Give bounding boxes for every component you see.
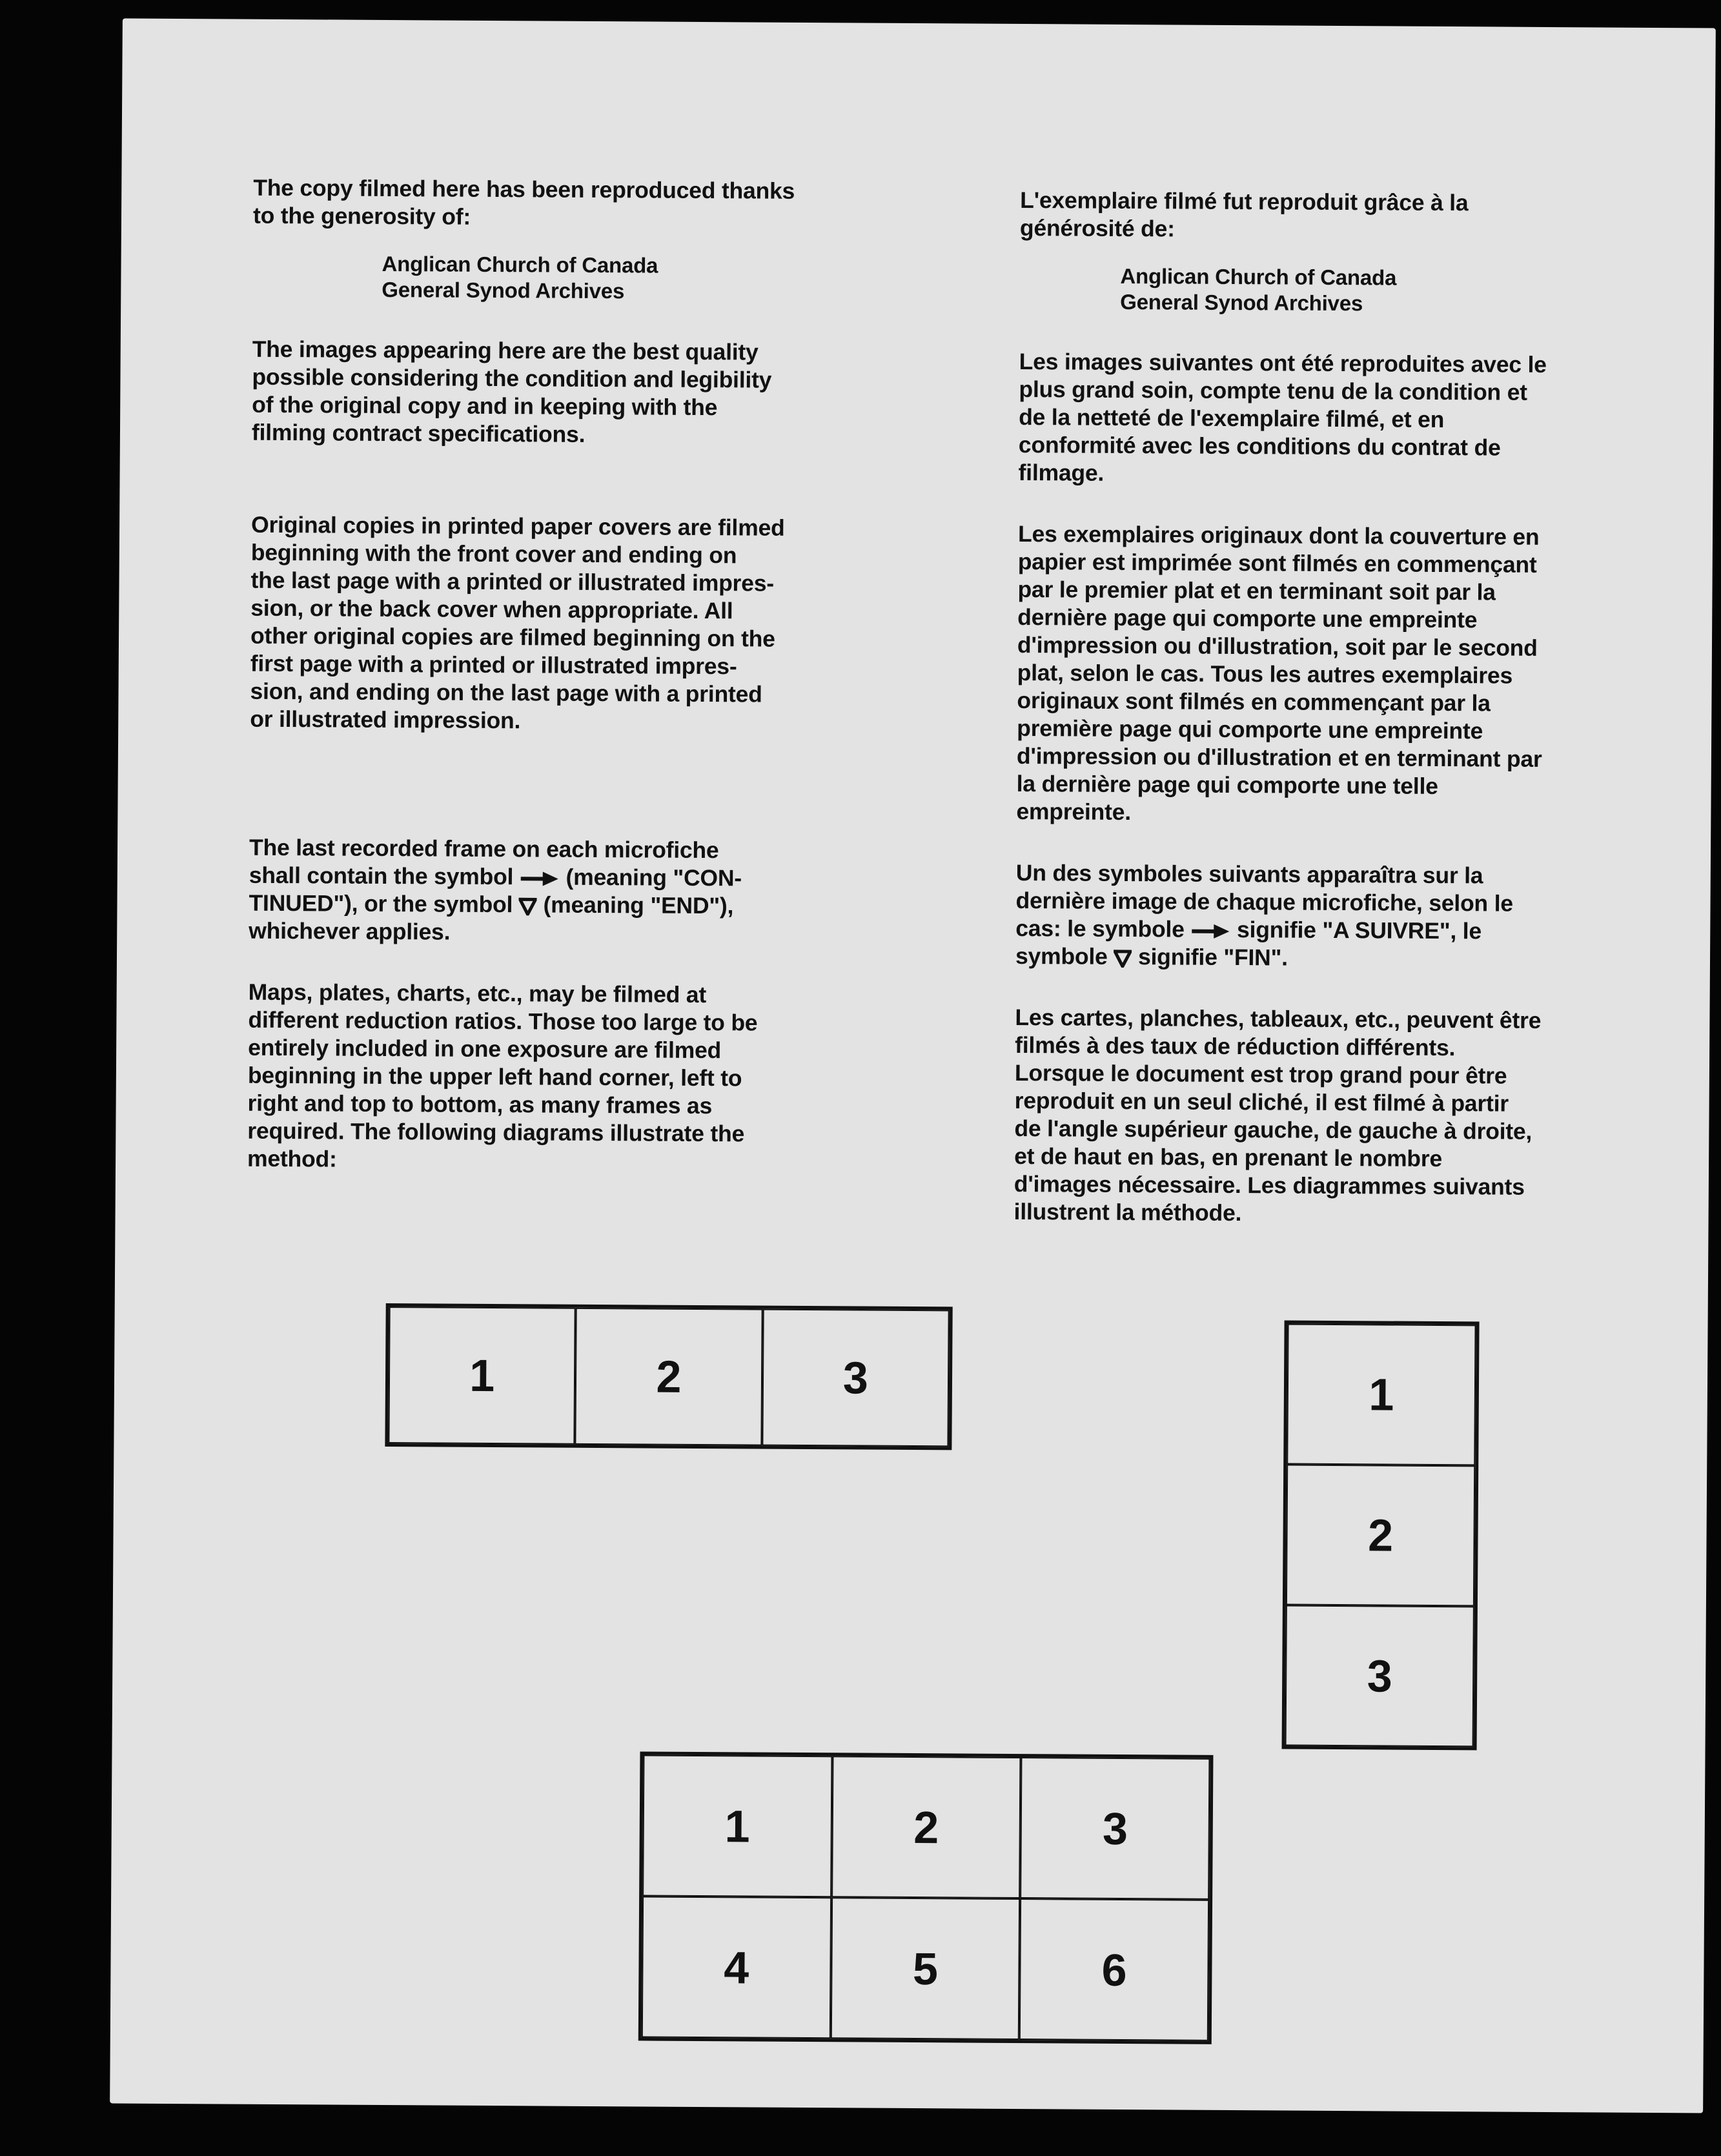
text-line: papier est imprimée sont filmés en commençant — [1017, 548, 1537, 578]
text-fragment: signifie "A SUIVRE", le — [1236, 917, 1482, 944]
text-line: plus grand soin, compte tenu de la condition et — [1019, 376, 1527, 405]
text-line: The images appearing here are the best quality — [252, 336, 759, 365]
text-line: of the original copy and in keeping with the — [252, 391, 718, 421]
text-line: sion, or the back cover when appropriate. All — [250, 595, 733, 624]
copy-credit-line-1: L'exemplaire filmé fut reproduit grâce à la — [1020, 187, 1469, 216]
text-line: dernière image de chaque microfiche, selon le — [1015, 887, 1513, 917]
text-line: conformité avec les conditions du contrat de — [1018, 431, 1501, 461]
frame-cell: 1 — [388, 1307, 576, 1445]
institution-archive: General Synod Archives — [382, 277, 625, 303]
grid-frame-diagram — [638, 1751, 1214, 2044]
maps-paragraph — [1013, 1004, 1647, 1230]
text-line: possible considering the condition and legibility — [252, 363, 772, 393]
text-line: sion, and ending on the last page with a printed — [250, 678, 762, 707]
frame-cell: 1 — [642, 1754, 832, 1897]
quality-paragraph — [252, 336, 898, 451]
text-line: other original copies are filmed beginning on the — [250, 622, 775, 652]
text-line: de la netteté de l'exemplaire filmé, et en — [1019, 403, 1445, 433]
text-line — [249, 862, 895, 893]
text-line — [1015, 942, 1648, 974]
text-line: d'impression ou d'illustration et en terminant par — [1016, 742, 1542, 772]
text-line — [249, 890, 894, 921]
frame-cell: 2 — [575, 1308, 763, 1446]
text-line: de l'angle supérieur gauche, de gauche à droite, — [1014, 1115, 1533, 1144]
text-line: filmage. — [1018, 459, 1105, 486]
text-line: whichever applies. — [249, 917, 451, 945]
text-line: empreinte. — [1016, 798, 1132, 826]
text-fragment: TINUED"), or the symbol — [249, 890, 513, 918]
vertical-frame-diagram — [1282, 1321, 1480, 1751]
text-line: required. The following diagrams illustrate the — [247, 1117, 745, 1147]
text-line: plat, selon le cas. Tous les autres exemplaires — [1017, 659, 1513, 689]
text-line: different reduction ratios. Those too large to be — [248, 1006, 758, 1036]
text-line: la dernière page qui comporte une telle — [1016, 770, 1438, 799]
original-copies-paragraph — [1016, 520, 1651, 829]
frame-cell: 2 — [831, 1756, 1021, 1898]
maps-paragraph — [247, 979, 894, 1177]
text-fragment: (meaning "END"), — [543, 891, 734, 919]
frame-cell: 1 — [1287, 1324, 1476, 1466]
institution-name: Anglican Church of Canada — [382, 251, 658, 278]
arrow-right-icon — [520, 870, 560, 887]
frame-cell: 3 — [1285, 1605, 1474, 1747]
horizontal-frame-diagram — [385, 1303, 952, 1450]
text-fragment: cas: le symbole — [1015, 915, 1185, 942]
arrow-right-icon — [1190, 922, 1230, 939]
text-fragment: shall contain the symbol — [249, 862, 514, 890]
text-line: reproduit en un seul cliché, il est filmé à partir — [1014, 1087, 1509, 1117]
frame-cell: 3 — [762, 1309, 950, 1447]
text-fragment: symbole — [1015, 942, 1108, 970]
text-line: method: — [247, 1145, 337, 1172]
frame-cell: 5 — [830, 1897, 1020, 2040]
symbol-paragraph — [249, 834, 895, 949]
text-line: first page with a printed or illustrated impres- — [250, 650, 737, 680]
text-line: entirely included in one exposure are filmed — [248, 1034, 722, 1064]
frame-cell: 6 — [1019, 1898, 1209, 2041]
frame-cell: 2 — [1286, 1465, 1475, 1607]
copy-credit-line-2: to the generosity of: — [252, 202, 471, 230]
text-line: et de haut en bas, en prenant le nombre — [1014, 1143, 1443, 1172]
copy-credit-line-1: The copy filmed here has been reproduced thanks — [253, 174, 795, 204]
document-page — [110, 18, 1716, 2113]
text-line: Les cartes, planches, tableaux, etc., peuvent être — [1015, 1004, 1542, 1033]
french-column — [1013, 187, 1653, 1230]
frame-cell: 3 — [1020, 1757, 1210, 1900]
text-line: Maps, plates, charts, etc., may be filmed at — [248, 979, 707, 1008]
text-line: beginning with the front cover and ending on — [250, 539, 737, 569]
copy-credit-line-2: générosité de: — [1019, 214, 1175, 242]
quality-paragraph — [1018, 348, 1651, 491]
text-fragment: signifie "FIN". — [1137, 944, 1288, 971]
text-line: Les images suivantes ont été reproduites avec le — [1019, 348, 1547, 378]
text-line: Lorsque le document est trop grand pour être — [1014, 1059, 1507, 1089]
triangle-down-icon — [519, 897, 537, 915]
text-line: d'images nécessaire. Les diagrammes suivants — [1013, 1170, 1525, 1200]
text-line: illustrent la méthode. — [1013, 1198, 1242, 1226]
text-line: dernière page qui comporte une empreinte — [1017, 604, 1478, 633]
text-line: or illustrated impression. — [250, 706, 521, 734]
institution-name: Anglican Church of Canada — [1120, 263, 1397, 290]
text-fragment: (meaning "CON- — [565, 864, 742, 891]
text-line: The last recorded frame on each microfiche — [249, 834, 719, 864]
text-line: par le premier plat et en terminant soit par la — [1017, 576, 1496, 605]
text-line: filmés à des taux de réduction différents. — [1015, 1032, 1456, 1061]
text-line: originaux sont filmés en commençant par la — [1017, 687, 1491, 717]
text-line: right and top to bottom, as many frames as — [247, 1090, 713, 1119]
text-line — [1015, 915, 1648, 946]
text-line: the last page with a printed or illustrated impres- — [250, 567, 775, 596]
text-line: Les exemplaires originaux dont la couverture en — [1017, 520, 1540, 550]
symbol-paragraph — [1015, 859, 1649, 974]
frame-cell: 4 — [642, 1896, 831, 2039]
institution-archive: General Synod Archives — [1120, 289, 1363, 316]
english-column — [247, 174, 899, 1177]
text-line: d'impression ou d'illustration, soit par le second — [1017, 631, 1538, 661]
text-line: Original copies in printed paper covers are filmed — [250, 511, 785, 541]
original-copies-paragraph — [250, 511, 897, 737]
text-line: filming contract specifications. — [251, 419, 586, 447]
text-line: Un des symboles suivants apparaîtra sur la — [1015, 859, 1483, 889]
text-line: beginning in the upper left hand corner, left to — [247, 1062, 742, 1092]
text-line: première page qui comporte une empreinte — [1017, 715, 1483, 744]
triangle-down-icon — [1114, 950, 1132, 968]
